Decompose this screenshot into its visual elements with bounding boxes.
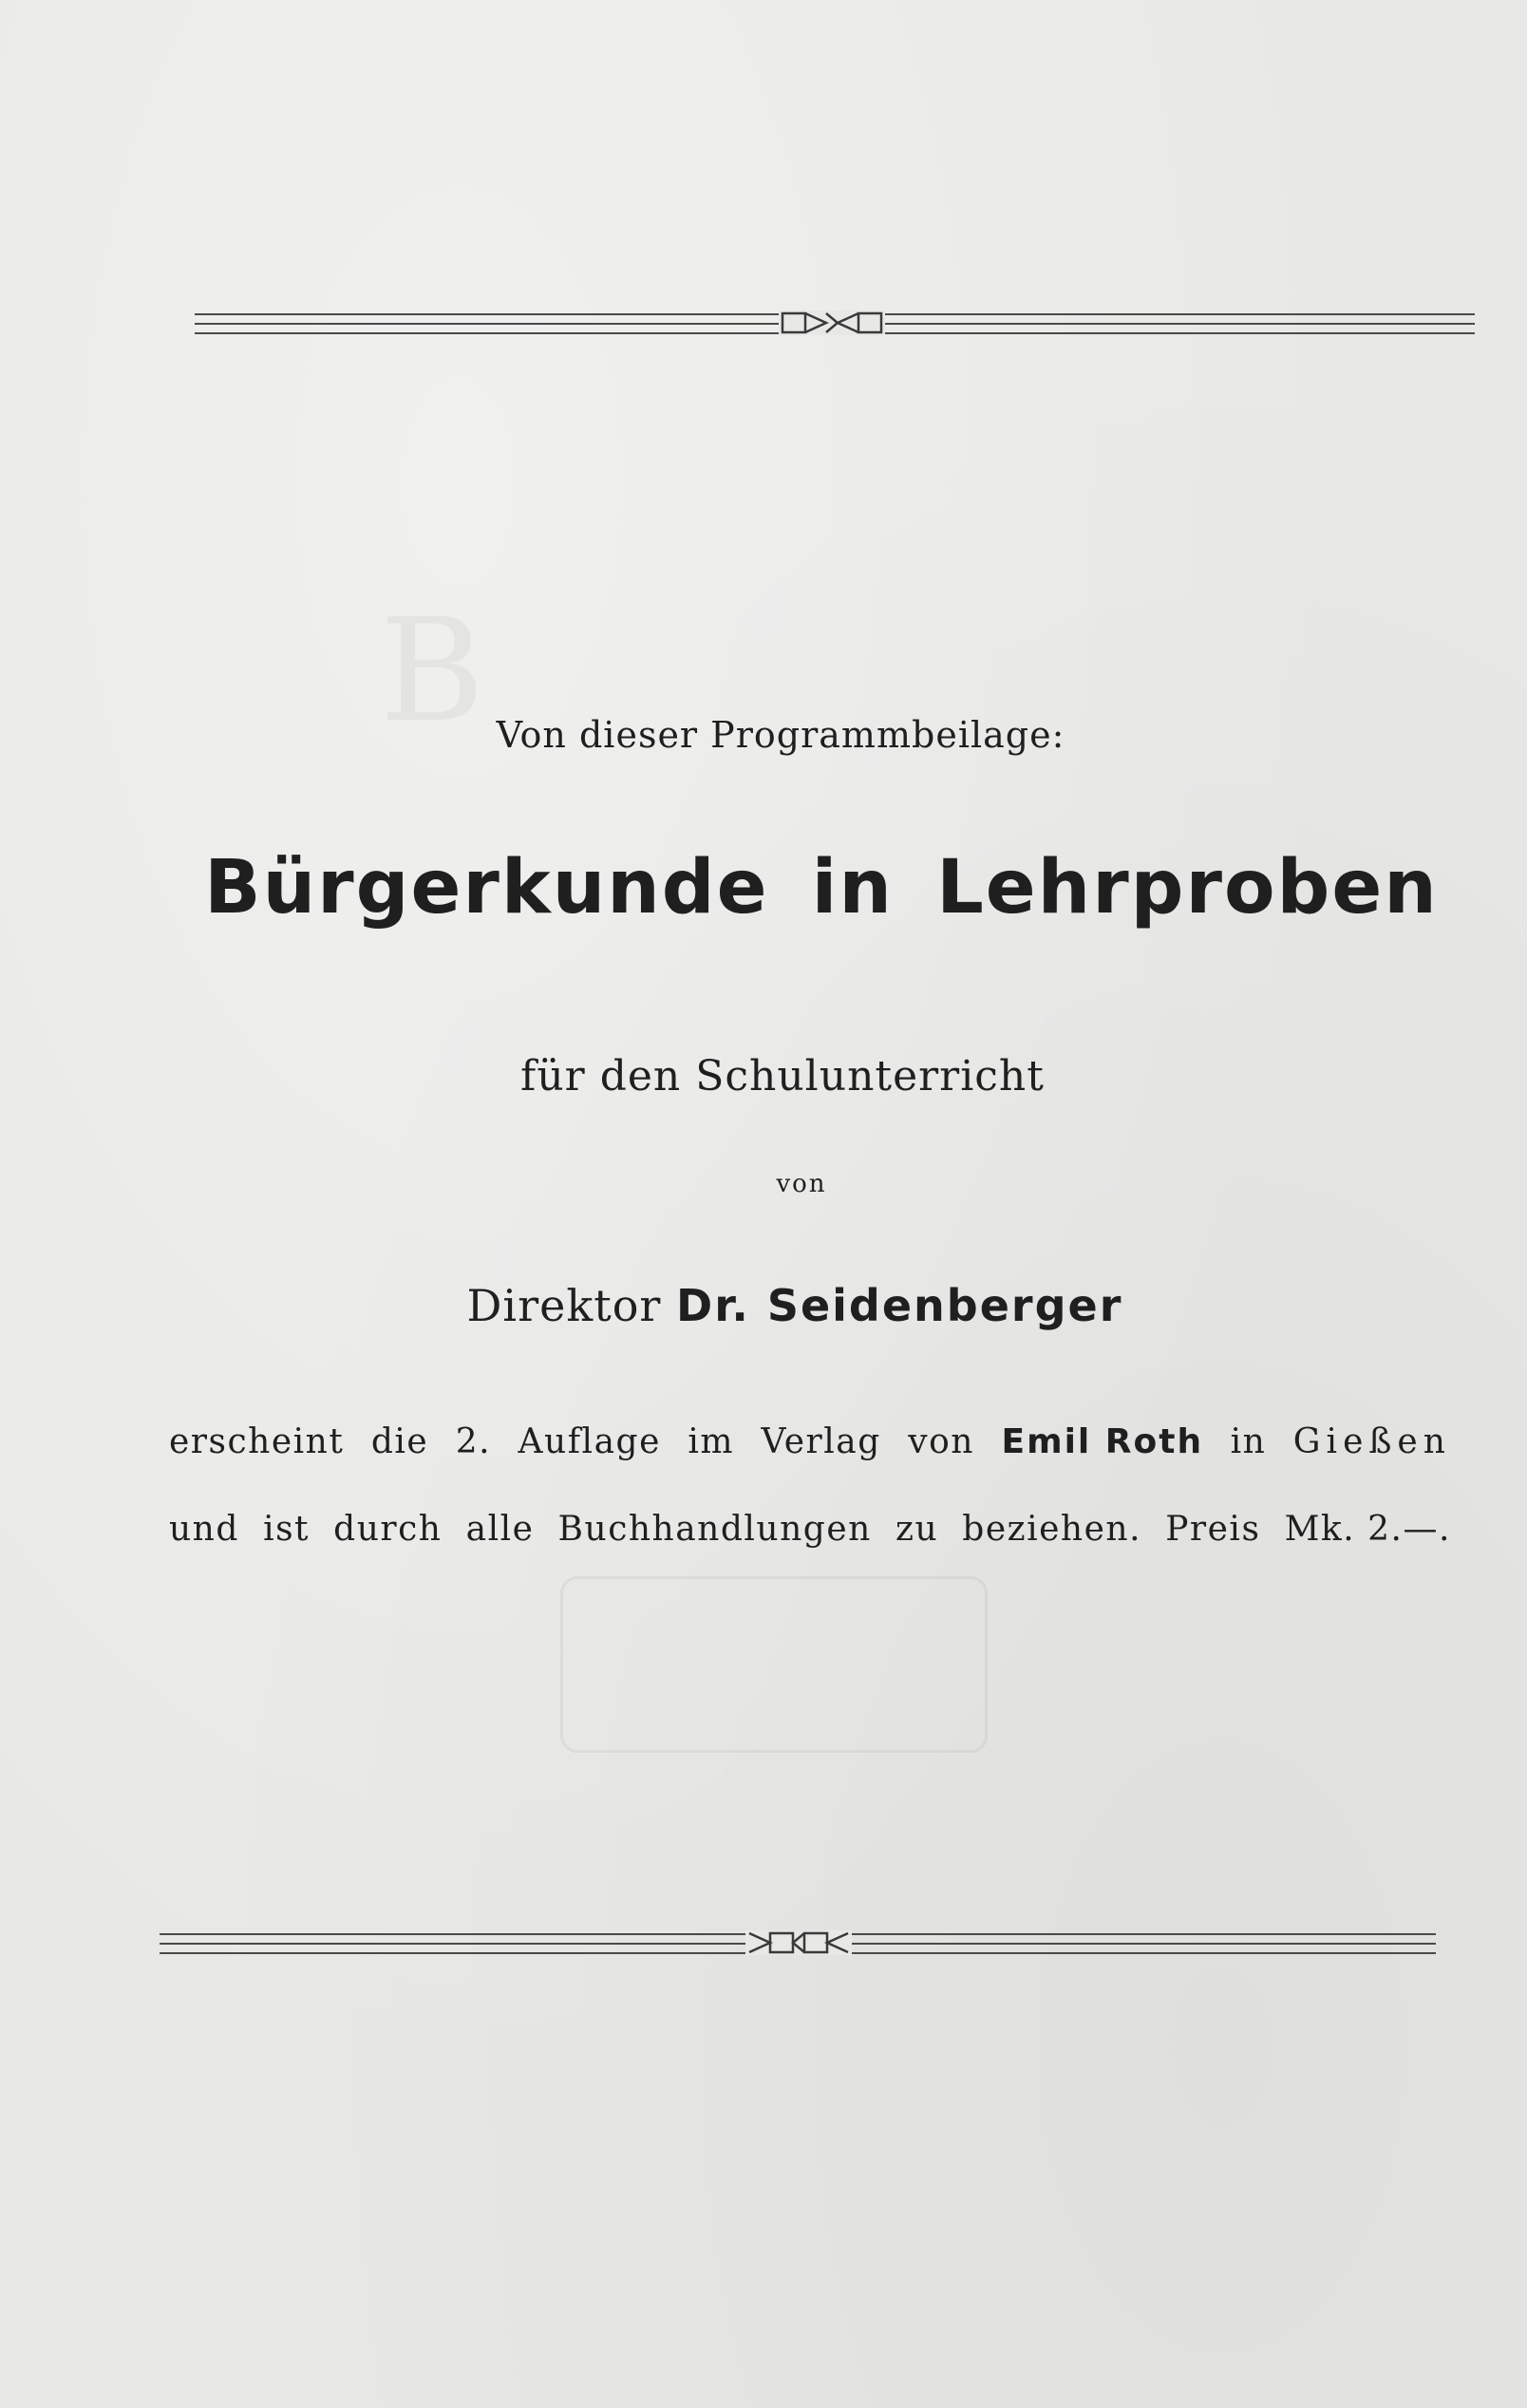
publisher-name: Emil Roth [1001, 1422, 1204, 1461]
publication-line-1 [169, 1422, 1451, 1461]
publisher-city: Gießen [1292, 1422, 1451, 1461]
word: zu [895, 1510, 939, 1549]
book-subtitle: für den Schulunterricht [520, 1052, 1045, 1101]
author-prefix: Direktor [466, 1280, 662, 1331]
word: im [688, 1422, 735, 1461]
intro-line: Von dieser Programmbeilage: [496, 714, 1065, 756]
price-value: Mk. 2.—. [1284, 1510, 1451, 1549]
word: und [169, 1510, 239, 1549]
publication-line-2 [169, 1510, 1451, 1549]
ornamental-rule-bottom [160, 1924, 1436, 1962]
word: durch [333, 1510, 443, 1549]
word: ist [263, 1510, 311, 1549]
word: in [1230, 1422, 1267, 1461]
library-stamp [560, 1576, 988, 1753]
ornament-knot-icon [779, 310, 885, 335]
author-name: Dr. Seidenberger [676, 1280, 1123, 1331]
price-label: Preis [1165, 1510, 1261, 1549]
word: von [908, 1422, 974, 1461]
word: Auflage [518, 1422, 661, 1461]
word: die [370, 1422, 429, 1461]
bleed-through-title: B [380, 589, 493, 754]
word: Verlag [761, 1422, 881, 1461]
by-word: von [776, 1170, 827, 1198]
word: beziehen. [962, 1510, 1142, 1549]
ornamental-rule-top [195, 304, 1475, 342]
ornament-knot-icon [745, 1930, 852, 1955]
word: 2. [455, 1422, 492, 1461]
word: erscheint [169, 1422, 345, 1461]
book-title: Bürgerkunde in Lehrproben [204, 845, 1439, 931]
word: Buchhandlungen [557, 1510, 872, 1549]
word: alle [465, 1510, 535, 1549]
author-line [0, 1280, 1527, 1331]
